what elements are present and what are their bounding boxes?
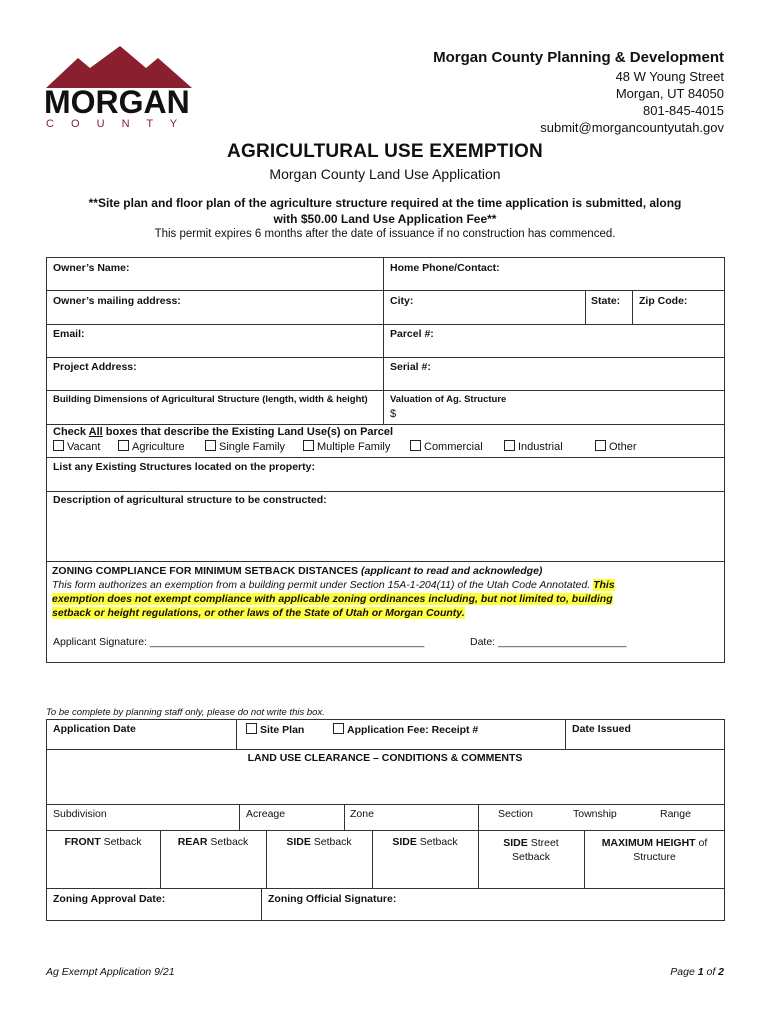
checkbox-icon [333, 723, 344, 734]
zip-code-field[interactable]: Zip Code: [639, 295, 688, 307]
org-name: Morgan County Planning & Development [433, 49, 724, 66]
org-email[interactable]: submit@morgancountyutah.gov [540, 120, 724, 135]
staff-only-note: To be complete by planning staff only, please do not write this box. [46, 707, 325, 718]
range-field[interactable]: Range [660, 808, 691, 820]
date-issued-field[interactable]: Date Issued [572, 723, 631, 735]
notice-line-1: **Site plan and floor plan of the agriculture structure required at the time application is submitted, along [88, 196, 682, 210]
checkbox-icon [118, 440, 129, 451]
zoning-text-3: setback or height regulations, or other laws of the State of Utah or Morgan County. [52, 607, 465, 619]
project-address-field[interactable]: Project Address: [53, 361, 137, 373]
use-other-checkbox[interactable]: Other [595, 440, 637, 453]
org-contact [433, 48, 724, 136]
use-industrial-checkbox[interactable]: Industrial [504, 440, 563, 453]
valuation-label: Valuation of Ag. Structure [390, 394, 507, 405]
land-use-heading: Check All boxes that describe the Existing Land Use(s) on Parcel [53, 426, 394, 438]
notice-line-2: with $50.00 Land Use Application Fee** [273, 212, 497, 226]
side-street-setback-field[interactable]: SIDE Street Setback [503, 837, 559, 863]
clearance-heading: LAND USE CLEARANCE – CONDITIONS & COMMENTS [247, 752, 523, 764]
rear-setback-field[interactable]: REAR Setback [177, 836, 249, 848]
zone-field[interactable]: Zone [350, 808, 374, 820]
zoning-heading: ZONING COMPLIANCE FOR MINIMUM SETBACK DISTANCES (applicant to read and acknowledge) [52, 565, 543, 577]
acreage-field[interactable]: Acreage [246, 808, 286, 820]
section-field[interactable]: Section [498, 808, 534, 820]
checkbox-icon [504, 440, 515, 451]
serial-field[interactable]: Serial #: [390, 361, 431, 373]
mailing-address-field[interactable]: Owner’s mailing address: [53, 295, 181, 307]
checkbox-icon [53, 440, 64, 451]
valuation-field[interactable]: $ [390, 408, 397, 420]
checkbox-icon [303, 440, 314, 451]
form-version: Ag Exempt Application 9/21 [46, 966, 175, 978]
existing-structures-field[interactable]: List any Existing Structures located on the property: [53, 461, 315, 473]
subdivision-field[interactable]: Subdivision [53, 808, 107, 820]
zoning-text-2: exemption does not exempt compliance with applicable zoning ordinances including, but not limited to, building [52, 593, 613, 605]
org-street: 48 W Young Street [615, 69, 724, 84]
township-field[interactable]: Township [573, 808, 617, 820]
form-title: AGRICULTURAL USE EXEMPTION [227, 141, 543, 162]
structure-description-field[interactable]: Description of agricultural structure to be constructed: [53, 494, 327, 506]
org-city: Morgan, UT 84050 [615, 86, 724, 101]
checkbox-icon [595, 440, 606, 451]
county-logo [42, 44, 194, 130]
zoning-approval-date-field[interactable]: Zoning Approval Date: [53, 893, 166, 905]
zoning-text-1: This form authorizes an exemption from a building permit under Section 15A-1-204(11) of the Utah Code Annotated. This [52, 579, 615, 591]
logo-subtitle: C O U N T Y [46, 118, 185, 130]
site-plan-checkbox[interactable]: Site Plan [246, 723, 304, 736]
page-number: Page 1 of 2 [670, 966, 724, 978]
zoning-compliance [52, 564, 722, 620]
city-field[interactable]: City: [390, 295, 414, 307]
submission-notice [0, 195, 770, 227]
email-field[interactable]: Email: [53, 328, 85, 340]
zoning-official-signature-field[interactable]: Zoning Official Signature: [268, 893, 397, 905]
side-setback-field-2[interactable]: SIDE Setback [392, 836, 458, 848]
state-field[interactable]: State: [591, 295, 621, 307]
application-fee-checkbox[interactable]: Application Fee: Receipt # [333, 723, 478, 736]
checkbox-icon [410, 440, 421, 451]
front-setback-field[interactable]: FRONT Setback [64, 836, 142, 848]
maximum-height-field[interactable]: MAXIMUM HEIGHT of Structure [601, 837, 708, 863]
checkbox-icon [246, 723, 257, 734]
form-subtitle: Morgan County Land Use Application [269, 166, 501, 182]
applicant-date-line[interactable]: Date: ______________________ [470, 636, 627, 648]
side-setback-field-1[interactable]: SIDE Setback [286, 836, 352, 848]
use-agriculture-checkbox[interactable]: Agriculture [118, 440, 185, 453]
applicant-signature-line[interactable]: Applicant Signature: _______________________________________________ [53, 636, 425, 648]
parcel-field[interactable]: Parcel #: [390, 328, 434, 340]
building-dimensions-field[interactable]: Building Dimensions of Agricultural Structure (length, width & height) [53, 394, 368, 405]
use-single-family-checkbox[interactable]: Single Family [205, 440, 285, 453]
home-phone-field[interactable]: Home Phone/Contact: [390, 262, 500, 274]
logo-wordmark: MORGAN [44, 84, 190, 120]
use-vacant-checkbox[interactable]: Vacant [53, 440, 100, 453]
use-commercial-checkbox[interactable]: Commercial [410, 440, 483, 453]
checkbox-icon [205, 440, 216, 451]
use-multiple-family-checkbox[interactable]: Multiple Family [303, 440, 390, 453]
application-date-field[interactable]: Application Date [53, 723, 136, 735]
expiry-notice: This permit expires 6 months after the date of issuance if no construction has commenced. [154, 228, 616, 240]
owner-name-field[interactable]: Owner’s Name: [53, 262, 130, 274]
org-phone: 801-845-4015 [643, 103, 724, 118]
